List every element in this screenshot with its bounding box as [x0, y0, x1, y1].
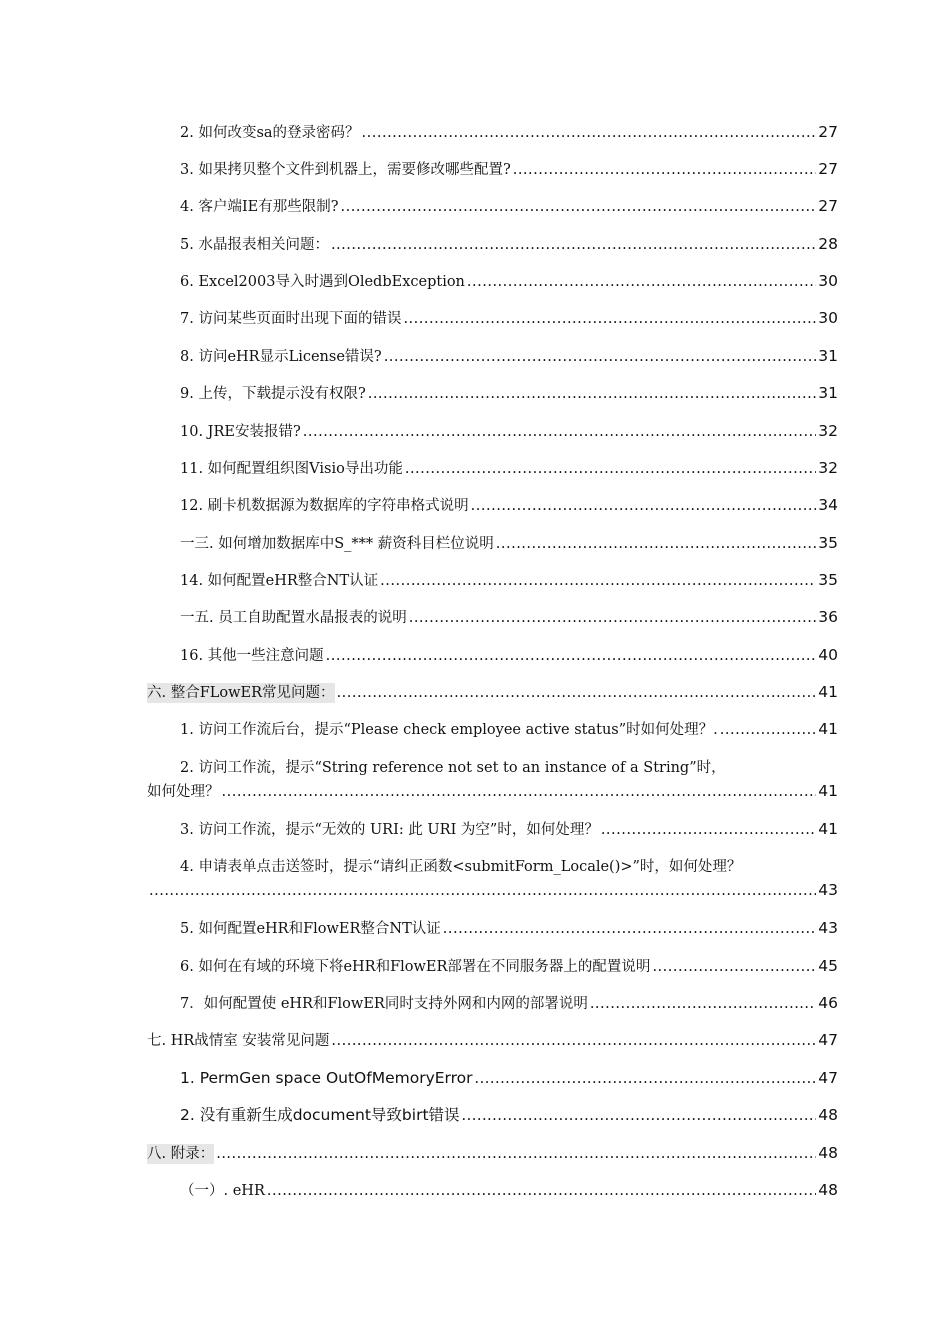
toc-entry-text: 一五. 员工自助配置水晶报表的说明	[180, 610, 407, 626]
toc-entry-text: 8. 访问eHR显示License错误?	[180, 349, 382, 365]
toc-page-number: 30	[818, 272, 838, 290]
toc-entry-text: 6. Excel2003导入时遇到OledbException	[180, 274, 465, 290]
toc-page-number: 46	[818, 994, 838, 1012]
dot-leader	[462, 1106, 817, 1126]
toc-entry-text: 3. 访问工作流，提示“无效的 URI: 此 URI 为空”时，如何处理？	[180, 822, 599, 838]
toc-page-number: 27	[818, 123, 838, 141]
toc-entry-text: 7. 访问某些页面时出现下面的错误	[180, 311, 402, 327]
dot-leader	[513, 160, 817, 180]
toc-page-number: 30	[818, 309, 838, 327]
toc-page-number: 48	[818, 1106, 838, 1124]
toc-page-number: 32	[818, 422, 838, 440]
dot-leader	[216, 1144, 816, 1164]
dot-leader	[337, 683, 817, 703]
toc-entry-text: 3. 如果拷贝整个文件到机器上，需要修改哪些配置?	[180, 162, 511, 178]
dot-leader	[303, 422, 817, 442]
toc-page-number: 27	[818, 160, 838, 178]
dot-leader	[590, 994, 816, 1014]
dot-leader	[496, 534, 817, 554]
toc-page-number: 40	[818, 646, 838, 664]
dot-leader	[409, 608, 817, 628]
toc-entry-text-line1: 2. 访问工作流，提示“String reference not set to an instance of a String”时，	[180, 760, 726, 776]
toc-page-number: 47	[818, 1069, 838, 1087]
toc-page-number: 41	[818, 820, 838, 838]
dot-leader	[384, 347, 817, 367]
toc-page-number: 32	[818, 459, 838, 477]
dot-leader	[380, 571, 816, 591]
toc-entry-text: 9. 上传，下载提示没有权限?	[180, 386, 366, 402]
toc-page-number: 45	[818, 957, 838, 975]
toc-entry-text: 1. PermGen space OutOfMemoryError	[180, 1069, 473, 1087]
dot-leader	[652, 957, 816, 977]
dot-leader	[467, 272, 816, 292]
toc-entry-text-line1: 4. 申请表单点击送签时，提示“请纠正函数<submitForm_Locale()>”时，如何处理？	[180, 859, 742, 875]
dot-leader	[267, 1181, 816, 1201]
toc-page-number: 27	[818, 197, 838, 215]
toc-page-number: 43	[818, 919, 838, 937]
toc-page-number: 48	[818, 1144, 838, 1162]
dot-leader	[368, 384, 817, 404]
toc-entry-text: 6. 如何在有域的环境下将eHR和FlowER部署在不同服务器上的配置说明	[180, 959, 651, 975]
dot-leader	[222, 782, 817, 802]
toc-entry-text: 4. 客户端IE有那些限制?	[180, 199, 339, 215]
dot-leader	[326, 646, 817, 666]
dot-leader	[475, 1069, 817, 1089]
toc-entry-text: 如何处理？	[147, 784, 220, 800]
toc-entry-text: 14. 如何配置eHR整合NT认证	[180, 573, 379, 589]
dot-leader	[601, 820, 816, 840]
toc-entry-text: 2. 没有重新生成document导致birt错误	[180, 1106, 460, 1124]
toc-page-number: 28	[818, 235, 838, 253]
toc-entry-text: 12. 刷卡机数据源为数据库的字符串格式说明	[180, 498, 469, 514]
toc-page-number: 43	[818, 881, 838, 899]
dot-leader	[331, 1031, 816, 1051]
toc-page-number: 36	[818, 608, 838, 626]
dot-leader	[443, 919, 816, 939]
toc-page-number: 41	[818, 720, 838, 738]
dot-leader	[362, 123, 817, 143]
dot-leader	[471, 496, 817, 516]
dot-leader	[720, 720, 817, 740]
dot-leader	[405, 459, 816, 479]
dot-leader	[331, 235, 816, 255]
toc-page-number: 41	[818, 683, 838, 701]
toc-entry-text: （一）. eHR	[180, 1183, 265, 1199]
toc-page-number: 47	[818, 1031, 838, 1049]
toc-entry-text: 7．如何配置使 eHR和FlowER同时支持外网和内网的部署说明	[180, 996, 588, 1012]
toc-section-text: 六. 整合FLowER常见问题：	[147, 685, 335, 701]
toc-section-text: 八. 附录：	[147, 1146, 215, 1162]
toc-page-number: 35	[818, 571, 838, 589]
toc-page-number: 48	[818, 1181, 838, 1199]
toc-page-number: 41	[818, 782, 838, 800]
toc-entry-text: 2. 如何改变sa的登录密码？	[180, 125, 360, 141]
dot-leader	[149, 881, 816, 901]
toc-page-number: 31	[818, 384, 838, 402]
toc-page-number: 35	[818, 534, 838, 552]
toc-entry-text: 一三. 如何增加数据库中S_*** 薪资科目栏位说明	[180, 536, 494, 552]
toc-entry-text: 5. 水晶报表相关问题：	[180, 237, 329, 253]
toc-entry-text: 10. JRE安装报错?	[180, 424, 301, 440]
toc-entry-text: 16. 其他一些注意问题	[180, 648, 324, 664]
toc-page-number: 34	[818, 496, 838, 514]
toc-entry-text: 11. 如何配置组织图Visio导出功能	[180, 461, 403, 477]
dot-leader	[403, 309, 816, 329]
toc-page-number: 31	[818, 347, 838, 365]
toc-entry-text: 1. 访问工作流后台，提示“Please check employee active status”时如何处理？.	[180, 722, 718, 738]
toc-entry-text: 5. 如何配置eHR和FlowER整合NT认证	[180, 921, 441, 937]
dot-leader	[341, 197, 817, 217]
toc-section-text: 七. HR战情室 安装常见问题	[147, 1033, 330, 1049]
